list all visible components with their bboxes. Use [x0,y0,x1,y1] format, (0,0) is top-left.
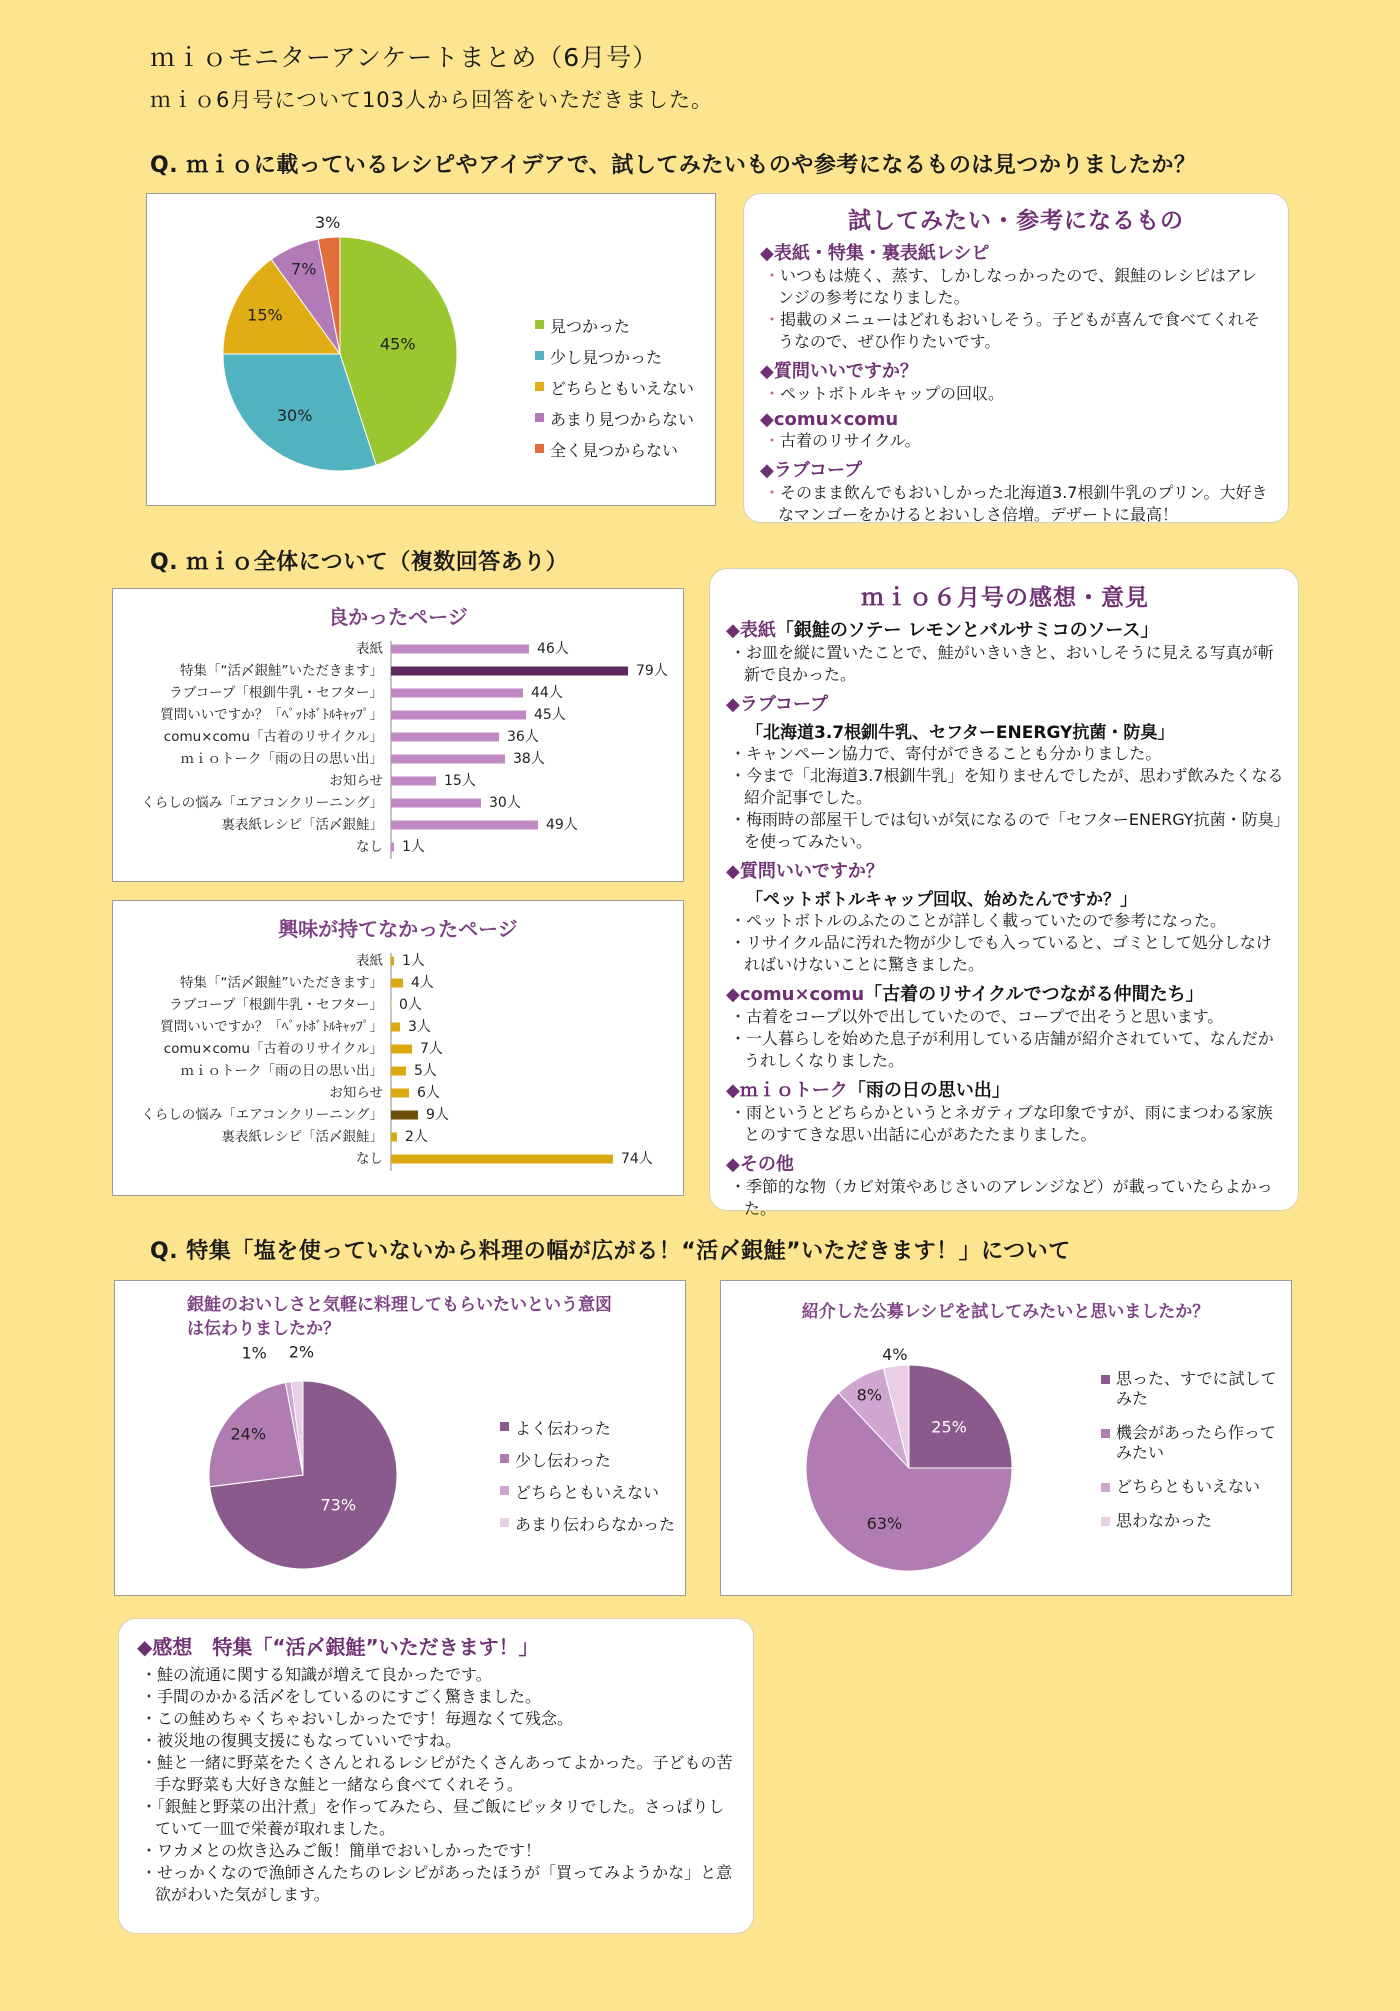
pie2-legend-item-3 [500,1512,675,1535]
bar_bad-bar-6 [391,1089,409,1098]
pie1-legend-label-0: 見つかった [550,317,631,336]
bar-good-panel [112,588,684,882]
bar_good-bar-0 [391,645,529,654]
bar_bad-category-label-6: お知らせ [329,1085,383,1101]
section-items [726,1006,1284,1072]
pie3-legend-item-2 [1101,1477,1281,1497]
legend-swatch-icon [1101,1429,1110,1438]
list-item: ・ 雨というとどちらかというとネガティブな印象ですが、雨にまつわる家族とのすてきな思い出話に心があたたまりました。 [726,1102,1284,1146]
pie1-legend-item-2 [535,376,694,399]
bar_good-category-label-9: なし [356,839,383,855]
page-subtitle: ｍｉｏ6月号について103人から回答をいただきました。 [150,88,714,112]
bar_good-category-label-8: 裏表紙レシピ「活〆銀鮭」 [221,817,383,833]
bar_good-value-label-6: 15人 [444,773,476,789]
pie2-value-label-1: 24% [230,1424,267,1444]
bar_bad-bar-5 [391,1067,406,1076]
pie2-legend-label-3: あまり伝わらなかった [515,1515,676,1534]
section-heading-label: ◆comu×comu [760,409,899,430]
section-heading-subject: 「古着のリサイクルでつながる仲間たち」 [864,984,1204,1005]
bar_good-bar-9 [391,843,394,852]
bar_good-category-label-2: ラブコープ「根釧牛乳・セフター」 [169,685,383,701]
bar-good-chart [113,629,682,879]
pie3-title: 紹介した公募レシピを試してみたいと思いましたか？ [801,1302,1210,1322]
pie1-legend [535,314,694,469]
bar_bad-category-label-3: 質問いいですか？「ﾍﾟｯﾄﾎﾞﾄﾙｷｬｯﾌﾟ」 [160,1019,383,1035]
bar_good-value-label-8: 49人 [546,817,578,833]
bar_good-value-label-9: 1人 [402,839,425,855]
pie3-value-label-2: 8% [856,1385,882,1405]
list-item: ・ お皿を縦に置いたことで、鮭がいきいきと、おいしそうに見える写真が斬新で良かった。 [726,642,1284,686]
bar_bad-value-label-2: 0人 [399,997,422,1013]
list-item: ・ 古着のリサイクル。 [760,430,1272,452]
pie3-legend-label-0: 思った、すでに試してみた [1116,1369,1277,1408]
section-items [726,1176,1284,1220]
pie2-legend-label-1: 少し伝わった [515,1451,611,1470]
bar_bad-category-label-1: 特集「“活〆銀鮭”いただきます」 [180,975,383,991]
feature-comments-title: ◆感想 特集「“活〆銀鮭”いただきます！」 [137,1635,539,1659]
bar_bad-bar-2 [391,1001,392,1010]
bar_bad-value-label-9: 74人 [621,1151,653,1167]
legend-swatch-icon [535,320,544,329]
section-subject: 「ペットボトルキャップ回収、始めたんですか？」 [746,890,1137,910]
legend-swatch-icon [500,1422,509,1431]
bar_bad-category-label-7: くらしの悩み「エアコンクリーニング」 [141,1107,383,1123]
pie3-legend-label-2: どちらともいえない [1116,1477,1261,1496]
bar-good-title: 良かったページ [328,605,468,629]
pie3-legend-label-3: 思わなかった [1116,1511,1213,1530]
question-3: Q. 特集「塩を使っていないから料理の幅が広がる！“活〆銀鮭”いただきます！」について [150,1239,1071,1264]
legend-swatch-icon [500,1518,509,1527]
list-item: ・ 一人暮らしを始めた息子が利用している店舗が紹介されていて、なんだかうれしくなりました。 [726,1028,1284,1072]
section-items [726,642,1284,686]
pie2-legend-item-2 [500,1480,675,1503]
list-item: ・ ペットボトルのふたのことが詳しく載っていたので参考になった。 [726,910,1284,932]
section-heading [726,616,1284,642]
section-heading-subject: 「雨の日の思い出」 [847,1080,1010,1101]
section-heading-label: ◆ラブコープ [726,694,829,715]
section-items [760,383,1272,405]
bar_bad-value-label-4: 7人 [420,1041,443,1057]
section-heading-label: ◆comu×comu [726,984,865,1005]
list-item: ・ 古着をコープ以外で出していたので、コープで出そうと思います。 [726,1006,1284,1028]
legend-swatch-icon [1101,1517,1110,1526]
q2-box-sections [726,616,1284,1220]
q1-box-sections [760,239,1272,526]
pie1-value-label-0: 45% [379,334,416,354]
pie3-value-label-0: 25% [931,1417,967,1437]
q2-box-title: ｍｉｏ６月号の感想・意見 [861,585,1149,611]
legend-swatch-icon [535,413,544,422]
list-item: ・ 掲載のメニューはどれもおいしそう。子どもが喜んで食べてくれそうなので、ぜひ作りたいです。 [760,309,1272,353]
section-heading [760,409,1272,430]
list-item: ・ リサイクル品に汚れた物が少しでも入っていると、ゴミとして処分しなければいけないことに驚きました。 [726,932,1284,976]
bar_good-category-label-5: ｍｉｏトーク「雨の日の思い出」 [180,751,383,767]
bar_good-bar-4 [391,733,499,742]
legend-swatch-icon [500,1454,509,1463]
pie1-panel [146,193,716,506]
q1-comments-box [743,193,1289,523]
section-items [760,430,1272,452]
bar_bad-category-label-0: 表紙 [356,953,383,969]
section-heading-label: ◆表紙 [726,620,776,641]
bar_good-category-label-0: 表紙 [356,641,383,657]
question-1: Q. ｍｉｏに載っているレシピやアイデアで、試してみたいものや参考になるものは見つかりましたか？ [150,153,1197,178]
section-heading [760,239,1272,265]
list-item: ・ 季節的な物（カビ対策やあじさいのアレンジなど）が載っていたらよかった。 [726,1176,1284,1220]
bar_good-value-label-0: 46人 [537,641,569,657]
pie2-panel [114,1280,686,1596]
bar_bad-bar-3 [391,1023,400,1032]
bar_good-value-label-7: 30人 [489,795,521,811]
bar_good-category-label-7: くらしの悩み「エアコンクリーニング」 [141,795,383,811]
section-heading [726,1076,1284,1102]
section-heading-subject: 「銀鮭のソテー レモンとバルサミコのソース」 [775,620,1159,641]
list-item: ・ キャンペーン協力で、寄付ができることも分かりました。 [726,743,1284,765]
bar_bad-category-label-5: ｍｉｏトーク「雨の日の思い出」 [180,1063,383,1079]
legend-swatch-icon [535,444,544,453]
legend-swatch-icon [1101,1375,1110,1384]
pie1-legend-item-3 [535,407,694,430]
section-subject: 「北海道3.7根釧牛乳、セフターENERGY抗菌・防臭」 [746,723,1175,743]
q1-box-title: 試してみたい・参考になるもの [848,208,1184,234]
pie1-legend-label-2: どちらともいえない [550,379,695,398]
list-item: ・ 鮭の流通に関する知識が増えて良かったです。 [137,1664,735,1686]
bar_bad-category-label-8: 裏表紙レシピ「活〆銀鮭」 [221,1129,383,1145]
bar_bad-value-label-0: 1人 [402,953,425,969]
bar_good-bar-7 [391,799,481,808]
pie3-value-label-3: 4% [882,1345,908,1365]
section-items [726,910,1284,976]
list-item: ・ この鮭めちゃくちゃおいしかったです！毎週なくて残念。 [137,1708,735,1730]
bar_good-value-label-2: 44人 [531,685,563,701]
legend-swatch-icon [1101,1483,1110,1492]
pie3-legend [1101,1369,1281,1545]
pie2-value-label-2: 1% [241,1343,267,1363]
section-items [726,1102,1284,1146]
pie3-legend-label-1: 機会があったら作ってみたい [1116,1423,1276,1462]
section-heading-label: ◆表紙・特集・裏表紙レシピ [760,243,990,264]
question-2: Q. ｍｉｏ全体について（複数回答あり） [150,550,569,575]
bar_bad-bar-9 [391,1155,613,1164]
bar_bad-value-label-3: 3人 [408,1019,431,1035]
page-title: ｍｉｏモニターアンケートまとめ（6月号） [150,43,659,72]
pie3-legend-item-1 [1101,1423,1281,1463]
bar_bad-category-label-4: comu×comu「古着のリサイクル」 [163,1041,383,1057]
bar-bad-title: 興味が持てなかったページ [278,917,518,941]
bar_good-category-label-1: 特集「“活〆銀鮭”いただきます」 [180,663,383,679]
bar_bad-bar-1 [391,979,403,988]
section-items [760,265,1272,353]
legend-swatch-icon [500,1486,509,1495]
section-heading [760,357,1272,383]
pie3-legend-item-3 [1101,1511,1281,1531]
list-item: ・ そのまま飲んでもおいしかった北海道3.7根釧牛乳のプリン。大好きなマンゴーをかけるとおいしさ倍増。デザートに最高！ [760,482,1272,526]
section-heading-label: ◆その他 [726,1154,794,1175]
bar_good-bar-1 [391,667,628,676]
feature-comments-box [118,1618,754,1934]
bar_good-value-label-5: 38人 [513,751,545,767]
bar_good-bar-2 [391,689,523,698]
list-item: ・ 梅雨時の部屋干しでは匂いが気になるので「セフターENERGY抗菌・防臭」を使ってみたい。 [726,809,1284,853]
bar_bad-value-label-7: 9人 [426,1107,449,1123]
pie2-legend-label-0: よく伝わった [515,1419,611,1438]
bar_bad-value-label-5: 5人 [414,1063,437,1079]
bar_good-category-label-3: 質問いいですか？「ﾍﾟｯﾄﾎﾞﾄﾙｷｬｯﾌﾟ」 [160,707,383,723]
bar_good-bar-8 [391,821,538,830]
list-item: ・ 「銀鮭と野菜の出汁煮」を作ってみたら、昼ご飯にピッタリでした。さっぱりしていて一皿で栄養が取れました。 [137,1796,735,1840]
bar_good-bar-6 [391,777,436,786]
bar_good-category-label-6: お知らせ [329,773,383,789]
bar_bad-value-label-6: 6人 [417,1085,440,1101]
section-heading [726,857,1284,883]
pie1-value-label-4: 3% [314,213,341,233]
list-item: ・ 手間のかかる活〆をしているのにすごく驚きました。 [137,1686,735,1708]
pie1-value-label-2: 15% [247,305,283,325]
pie2-value-label-0: 73% [320,1495,357,1515]
section-items [760,482,1272,526]
pie1-legend-label-3: あまり見つからない [550,410,695,429]
pie2-legend-item-1 [500,1448,675,1471]
pie2-legend-label-2: どちらともいえない [515,1483,660,1502]
pie1-legend-item-0 [535,314,694,337]
list-item: ・ せっかくなので漁師さんたちのレシピがあったほうが「買ってみようかな」と意欲がわいた気がします。 [137,1862,735,1906]
pie1-legend-label-4: 全く見つからない [550,441,679,460]
section-heading [760,456,1272,482]
bar_bad-category-label-2: ラブコープ「根釧牛乳・セフター」 [169,997,383,1013]
list-item: ・ 今まで「北海道3.7根釧牛乳」を知りませんでしたが、思わず飲みたくなる紹介記事でした。 [726,765,1284,809]
pie1-legend-item-1 [535,345,694,368]
list-item: ・ いつもは焼く、蒸す、しかしなっかったので、銀鮭のレシピはアレンジの参考になりました。 [760,265,1272,309]
legend-swatch-icon [535,351,544,360]
section-heading-label: ◆ｍｉｏトーク [726,1080,848,1101]
bar_bad-category-label-9: なし [356,1151,383,1167]
pie3-panel [720,1280,1292,1596]
pie1-value-label-3: 7% [291,259,317,279]
bar_good-value-label-4: 36人 [507,729,539,745]
bar_bad-bar-7 [391,1111,418,1120]
bar_good-value-label-1: 79人 [636,663,668,679]
list-item: ・ 鮭と一緒に野菜をたくさんとれるレシピがたくさんあってよかった。子どもの苦手な野菜も大好きな鮭と一緒なら食べてくれそう。 [137,1752,735,1796]
bar_good-category-label-4: comu×comu「古着のリサイクル」 [163,729,383,745]
pie3-value-label-1: 63% [866,1514,903,1534]
pie3-legend-item-0 [1101,1369,1281,1409]
pie1-value-label-1: 30% [276,405,313,425]
section-items [726,743,1284,853]
feature-comments-list [137,1664,735,1906]
pie2-value-label-3: 2% [288,1342,315,1362]
section-heading [726,980,1284,1006]
q2-comments-box [709,568,1299,1218]
section-heading [726,690,1284,716]
section-heading-label: ◆ラブコープ [760,460,863,481]
list-item: ・ 被災地の復興支援にもなっていいですね。 [137,1730,735,1752]
pie1-legend-label-1: 少し見つかった [550,348,663,367]
section-heading-label: ◆質問いいですか？ [726,861,884,882]
bar_bad-bar-8 [391,1133,397,1142]
bar_good-bar-3 [391,711,526,720]
bar_bad-value-label-1: 4人 [411,975,434,991]
bar-bad-panel [112,900,684,1196]
list-item: ・ ワカメとの炊き込みご飯！簡単でおいしかったです！ [137,1840,735,1862]
list-item: ・ ペットボトルキャップの回収。 [760,383,1272,405]
section-heading-label: ◆質問いいですか？ [760,361,918,382]
pie1-legend-item-4 [535,438,694,461]
section-heading [726,1150,1284,1176]
bar-bad-chart [113,941,682,1191]
pie2-legend-item-0 [500,1416,675,1439]
bar_bad-bar-4 [391,1045,412,1054]
bar_bad-value-label-8: 2人 [405,1129,428,1145]
pie2-legend [500,1416,675,1544]
bar_good-value-label-3: 45人 [534,707,566,723]
bar_bad-bar-0 [391,957,394,966]
pie2-title: 銀鮭のおいしさと気軽に料理してもらいたいという意図は伝わりましたか？ [187,1295,612,1339]
legend-swatch-icon [535,382,544,391]
bar_good-bar-5 [391,755,505,764]
